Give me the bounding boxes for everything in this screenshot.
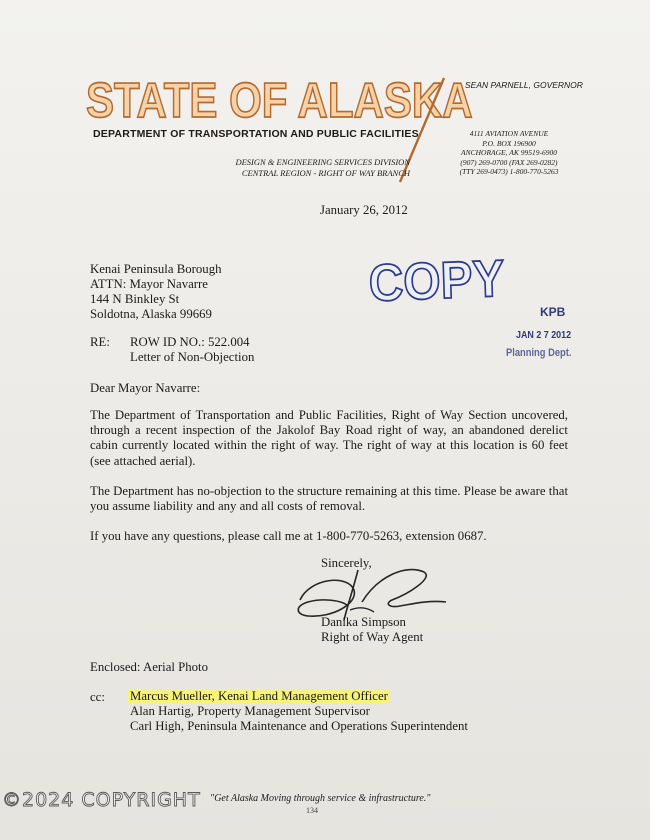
- recipient-block: [90, 262, 222, 322]
- cc-recipient: Alan Hartig, Property Management Supervisor: [130, 704, 370, 718]
- re-subject: Letter of Non-Objection: [130, 350, 255, 364]
- address-street: 4111 AVIATION AVENUE: [469, 129, 549, 138]
- agency-address: [448, 129, 570, 177]
- body-paragraph-2: The Department has no-objection to the structure remaining at this time. Please be aware that you assume liability and any and all costs of removal.: [90, 484, 568, 514]
- branch-line: CENTRAL REGION - RIGHT OF WAY BRANCH: [241, 168, 410, 178]
- address-city: ANCHORAGE, AK 99519-6900: [461, 148, 557, 158]
- signer-title: Right of Way Agent: [321, 630, 424, 644]
- address-po-box: P.O. BOX 196900: [482, 138, 536, 148]
- re-block: [130, 335, 254, 365]
- recipient-org: Kenai Peninsula Borough: [90, 262, 222, 276]
- page-number: 134: [306, 806, 318, 815]
- agency-logotype: STATE OF ALASKA: [86, 72, 473, 128]
- governor-name: SEAN PARNELL, GOVERNOR: [465, 80, 583, 90]
- department-name: DEPARTMENT OF TRANSPORTATION AND PUBLIC FACILITIES: [93, 128, 419, 140]
- letter-date: January 26, 2012: [320, 203, 408, 217]
- copy-stamp: COPY: [367, 249, 506, 313]
- cc-recipient: Carl High, Peninsula Maintenance and Operations Superintendent: [130, 719, 468, 733]
- salutation: Dear Mayor Navarre:: [90, 381, 201, 395]
- recipient-city: Soldotna, Alaska 99669: [90, 307, 212, 321]
- body-paragraph-3: If you have any questions, please call me at 1-800-770-5263, extension 0687.: [90, 529, 487, 543]
- received-stamp-date: JAN 2 7 2012: [516, 329, 572, 341]
- division-block: [200, 157, 410, 179]
- received-stamp-dept: Planning Dept.: [506, 347, 572, 359]
- closing: Sincerely,: [321, 556, 372, 570]
- address-phone: (907) 269-0700 (FAX 269-0282): [460, 157, 558, 167]
- division-line: DESIGN & ENGINEERING SERVICES DIVISION: [235, 157, 410, 167]
- recipient-street: 144 N Binkley St: [90, 292, 180, 306]
- row-id: ROW ID NO.: 522.004: [130, 335, 250, 349]
- signer-name: Danika Simpson: [321, 615, 406, 629]
- recipient-attn: ATTN: Mayor Navarre: [90, 277, 208, 291]
- received-stamp-org: KPB: [540, 305, 566, 319]
- signer-block: [321, 615, 423, 645]
- footer-motto: "Get Alaska Moving through service & infrastructure.": [210, 793, 431, 804]
- body-paragraph-1: The Department of Transportation and Public Facilities, Right of Way Section uncovered, through a recent inspection of the Jakolof Bay Road right of way, an abandoned derelict cabin currently located within the right of way. The right of way at this location is 60 feet (see attached aerial).: [90, 408, 568, 468]
- enclosure-note: Enclosed: Aerial Photo: [90, 660, 208, 674]
- cc-label: cc:: [90, 690, 105, 704]
- address-tty: (TTY 269-0473) 1-800-770-5263: [459, 167, 559, 177]
- re-label: RE:: [90, 335, 110, 349]
- copyright-watermark: ©2024 COPYRIGHT: [2, 789, 201, 811]
- cc-list: [128, 689, 468, 734]
- cc-recipient-highlighted: Marcus Mueller, Kenai Land Management Officer: [130, 689, 388, 703]
